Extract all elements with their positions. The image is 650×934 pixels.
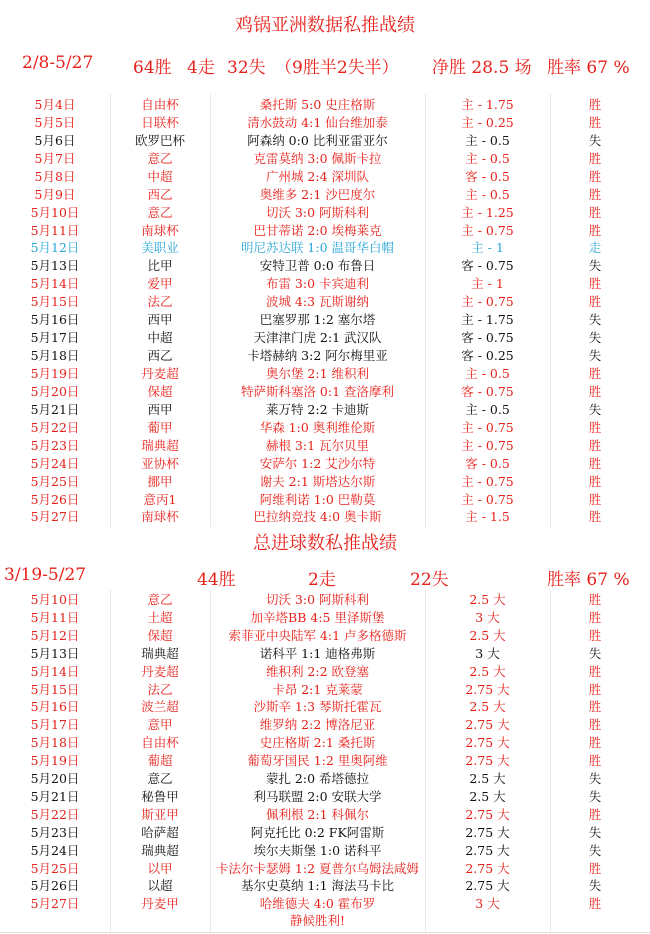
league-cell: 南球杯	[141, 509, 179, 525]
league-cell: 意乙	[147, 771, 173, 786]
date-cell: 5月21日	[30, 401, 80, 417]
result-cell: 胜	[588, 276, 602, 292]
date-cell: 5月27日	[30, 509, 80, 525]
match-cell: 维积利 2:2 欧登塞	[265, 663, 370, 679]
result-cell: 失	[588, 312, 602, 328]
table-row	[0, 239, 650, 257]
league-cell: 亚协杯	[141, 455, 179, 471]
line-cell: 主 - 0.5	[465, 401, 510, 417]
match-cell: 阿森纳 0:0 比利亚雷亚尔	[247, 132, 388, 148]
match-cell: 切沃 3:0 阿斯科利	[265, 204, 370, 220]
line-cell: 主 - 0.75	[461, 437, 514, 453]
league-cell: 秘鲁甲	[141, 788, 179, 804]
table-row	[0, 609, 650, 627]
result-cell: 胜	[588, 204, 602, 220]
match-cell: 巴甘蒂诺 2:0 埃梅莱克	[253, 222, 382, 238]
result-cell: 胜	[588, 592, 602, 607]
match-cell: 卡昂 2:1 克莱蒙	[272, 681, 363, 697]
line-cell: 2.75 大	[465, 860, 510, 876]
date-cell: 5月25日	[30, 473, 80, 489]
net-wins: 净胜 28.5 场	[432, 58, 532, 78]
match-cell: 加辛塔BB 4:5 里泽斯堡	[250, 609, 385, 625]
line-cell: 主 - 1.25	[461, 204, 514, 220]
line-cell: 主 - 1	[471, 276, 504, 292]
date-cell: 5月4日	[34, 97, 76, 112]
date-cell: 5月14日	[30, 276, 80, 292]
league-cell: 丹麦超	[141, 663, 179, 679]
table-row	[0, 698, 650, 716]
table-row	[0, 257, 650, 275]
result-cell: 胜	[588, 419, 602, 435]
result-cell: 胜	[588, 186, 602, 202]
line-cell: 主 - 0.75	[461, 491, 514, 507]
date-cell: 5月13日	[30, 258, 80, 274]
match-cell: 哈维德夫 4:0 霍布罗	[259, 896, 376, 912]
table-row	[0, 150, 650, 168]
result-cell: 失	[588, 348, 602, 363]
line-cell: 主 - 0.75	[461, 419, 514, 435]
date-cell: 5月6日	[34, 132, 76, 148]
result-cell: 失	[588, 788, 602, 804]
table-row	[0, 770, 650, 788]
league-cell: 葡超	[147, 753, 173, 769]
league-cell: 美职业	[141, 240, 179, 256]
result-cell: 胜	[588, 681, 602, 697]
match-cell: 阿克托比 0:2 FK阿雷斯	[250, 824, 385, 840]
league-cell: 意乙	[147, 150, 173, 166]
table-row	[0, 734, 650, 752]
result-cell: 胜	[588, 150, 602, 166]
line-cell: 2.75 大	[465, 824, 510, 840]
line-cell: 2.75 大	[465, 842, 510, 858]
date-cell: 5月25日	[30, 860, 80, 876]
match-cell: 利马联盟 2:0 安联大学	[253, 788, 382, 804]
league-cell: 以超	[147, 878, 173, 894]
table-row	[0, 168, 650, 186]
table-row	[0, 186, 650, 204]
date-cell: 5月19日	[30, 365, 80, 381]
line-cell: 2.75 大	[465, 753, 510, 769]
date-cell: 5月7日	[34, 150, 76, 166]
date-cell: 5月26日	[30, 878, 80, 894]
match-cell: 赫根 3:1 瓦尔贝里	[265, 437, 370, 453]
date-cell: 5月16日	[30, 312, 80, 328]
table-row	[0, 752, 650, 770]
line-cell: 主 - 0.75	[461, 473, 514, 489]
date-cell: 5月12日	[30, 627, 80, 643]
date-cell: 5月12日	[30, 240, 80, 256]
date-cell: 5月26日	[30, 491, 80, 507]
line-cell: 3 大	[475, 645, 500, 661]
match-cell: 蒙扎 2:0 希塔德拉	[265, 771, 370, 786]
league-cell: 西甲	[147, 312, 173, 328]
match-cell: 葡萄牙国民 1:2 里奥阿维	[247, 753, 388, 769]
result-cell: 胜	[588, 609, 602, 625]
table-row	[0, 806, 650, 824]
table-row	[0, 347, 650, 365]
table-row	[0, 645, 650, 663]
league-cell: 中超	[147, 330, 173, 346]
table-row	[0, 591, 650, 609]
line-cell: 客 - 0.75	[461, 330, 514, 346]
league-cell: 保超	[147, 383, 173, 399]
line-cell: 2.5 大	[469, 771, 506, 786]
date-cell: 5月21日	[30, 788, 80, 804]
table-row	[0, 383, 650, 401]
line-cell: 2.75 大	[465, 806, 510, 822]
match-cell: 巴拉纳竞技 4:0 奥卡斯	[253, 509, 382, 525]
league-cell: 意甲	[147, 717, 173, 733]
date-cell: 5月15日	[30, 294, 80, 310]
wins: 64胜	[133, 58, 172, 78]
date-cell: 5月24日	[30, 455, 80, 471]
result-cell: 失	[588, 645, 602, 661]
date-cell: 5月20日	[30, 383, 80, 399]
match-cell: 维罗纳 2:2 博洛尼亚	[259, 717, 376, 733]
league-cell: 丹麦超	[141, 365, 179, 381]
line-cell: 2.75 大	[465, 681, 510, 697]
table-row	[0, 716, 650, 734]
league-cell: 法乙	[147, 681, 173, 697]
league-cell: 波兰超	[141, 699, 179, 715]
table-row	[0, 311, 650, 329]
league-cell: 西乙	[147, 348, 173, 363]
table-row	[0, 842, 650, 860]
result-cell: 胜	[588, 473, 602, 489]
line-cell: 客 - 0.75	[461, 383, 514, 399]
losses: 22失	[410, 570, 449, 590]
half-record: （9胜半2失半）	[275, 58, 399, 78]
date-cell: 5月10日	[30, 592, 80, 607]
date-cell: 5月11日	[30, 222, 80, 238]
section2-title: 总进球数私推战绩	[253, 533, 397, 554]
table-row	[0, 329, 650, 347]
table-row	[0, 275, 650, 293]
table-row	[0, 473, 650, 491]
result-cell: 胜	[588, 663, 602, 679]
result-cell: 胜	[588, 860, 602, 876]
draws: 4走	[187, 58, 215, 78]
line-cell: 客 - 0.75	[461, 258, 514, 274]
line-cell: 2.75 大	[465, 717, 510, 733]
date-cell: 5月17日	[30, 330, 80, 346]
date-cell: 5月5日	[34, 114, 76, 130]
league-cell: 以甲	[147, 860, 173, 876]
date-cell: 5月24日	[30, 842, 80, 858]
table-row	[0, 824, 650, 842]
league-cell: 瑞典超	[141, 645, 179, 661]
result-cell: 胜	[588, 509, 602, 525]
result-cell: 胜	[588, 753, 602, 769]
date-cell: 5月17日	[30, 717, 80, 733]
date-cell: 5月18日	[30, 735, 80, 751]
match-cell: 明尼苏达联 1:0 温哥华白帽	[240, 240, 395, 256]
result-cell: 失	[588, 401, 602, 417]
match-cell: 清水鼓动 4:1 仙台维加泰	[247, 114, 388, 130]
line-cell: 主 - 0.5	[465, 186, 510, 202]
win-rate: 胜率 67 %	[547, 570, 630, 590]
line-cell: 客 - 0.25	[461, 348, 514, 363]
line-cell: 主 - 0.25	[461, 114, 514, 130]
table-row	[0, 681, 650, 699]
result-cell: 胜	[588, 735, 602, 751]
line-cell: 客 - 0.5	[465, 455, 510, 471]
date-cell: 5月20日	[30, 771, 80, 786]
line-cell: 2.5 大	[469, 699, 506, 715]
match-cell: 佩利根 2:1 科佩尔	[265, 806, 370, 822]
result-cell: 失	[588, 842, 602, 858]
result-cell: 胜	[588, 455, 602, 471]
line-cell: 2.5 大	[469, 788, 506, 804]
league-cell: 意乙	[147, 592, 173, 607]
date-cell: 5月23日	[30, 824, 80, 840]
date-cell: 5月16日	[30, 699, 80, 715]
league-cell: 哈萨超	[141, 824, 179, 840]
line-cell: 主 - 0.75	[461, 294, 514, 310]
line-cell: 主 - 1	[471, 240, 504, 256]
line-cell: 主 - 0.5	[465, 132, 510, 148]
match-cell: 埃尔夫斯堡 1:0 诺科平	[253, 842, 382, 858]
line-cell: 主 - 1.75	[461, 97, 514, 112]
table-row	[0, 222, 650, 240]
table-row	[0, 365, 650, 383]
line-cell: 主 - 0.75	[461, 222, 514, 238]
table-row	[0, 895, 650, 913]
league-cell: 日联杯	[141, 114, 179, 130]
date-cell: 5月23日	[30, 437, 80, 453]
league-cell: 瑞典超	[141, 437, 179, 453]
divider	[0, 932, 650, 933]
line-cell: 客 - 0.5	[465, 168, 510, 184]
table-row	[0, 663, 650, 681]
result-cell: 胜	[588, 97, 602, 112]
league-cell: 中超	[147, 168, 173, 184]
period: 2/8-5/27	[22, 53, 94, 73]
league-cell: 葡甲	[147, 419, 173, 435]
match-cell: 特萨斯科塞洛 0:1 查洛摩利	[240, 383, 395, 399]
result-cell: 失	[588, 132, 602, 148]
date-cell: 5月15日	[30, 681, 80, 697]
match-cell: 史庄格斯 2:1 桑托斯	[259, 735, 376, 751]
league-cell: 比甲	[147, 258, 173, 274]
result-cell: 失	[588, 258, 602, 274]
table-row	[0, 96, 650, 114]
result-cell: 胜	[588, 896, 602, 912]
table-row	[0, 627, 650, 645]
date-cell: 5月14日	[30, 663, 80, 679]
line-cell: 3 大	[475, 609, 500, 625]
league-cell: 自由杯	[141, 735, 179, 751]
result-cell: 失	[588, 824, 602, 840]
result-cell: 失	[588, 771, 602, 786]
match-cell: 莱万特 2:2 卡迪斯	[265, 401, 370, 417]
footer-row	[0, 912, 650, 930]
date-cell: 5月27日	[30, 896, 80, 912]
league-cell: 瑞典超	[141, 842, 179, 858]
result-cell: 走	[588, 240, 602, 256]
line-cell: 2.75 大	[465, 735, 510, 751]
result-cell: 胜	[588, 491, 602, 507]
period: 3/19-5/27	[4, 565, 87, 585]
result-cell: 失	[588, 330, 602, 346]
league-cell: 保超	[147, 627, 173, 643]
result-cell: 胜	[588, 294, 602, 310]
league-cell: 自由杯	[141, 97, 179, 112]
league-cell: 西乙	[147, 186, 173, 202]
table-row	[0, 508, 650, 526]
line-cell: 主 - 1.5	[465, 509, 510, 525]
match-cell: 卡法尔卡瑟姆 1:2 夏普尔乌姆法咸姆	[215, 860, 420, 876]
result-cell: 胜	[588, 627, 602, 643]
wins: 44胜	[197, 570, 236, 590]
line-cell: 2.5 大	[469, 592, 506, 607]
date-cell: 5月13日	[30, 645, 80, 661]
date-cell: 5月11日	[30, 609, 80, 625]
table-row	[0, 204, 650, 222]
result-cell: 胜	[588, 717, 602, 733]
result-cell: 胜	[588, 365, 602, 381]
result-cell: 胜	[588, 806, 602, 822]
match-cell: 桑托斯 5:0 史庄格斯	[259, 97, 376, 112]
result-cell: 失	[588, 878, 602, 894]
line-cell: 主 - 0.5	[465, 150, 510, 166]
line-cell: 3 大	[475, 896, 500, 912]
table-row	[0, 419, 650, 437]
match-cell: 基尔史莫纳 1:1 海法马卡比	[240, 878, 395, 894]
league-cell: 西甲	[147, 401, 173, 417]
date-cell: 5月10日	[30, 204, 80, 220]
table-row	[0, 860, 650, 878]
match-cell: 华森 1:0 奥利维伦斯	[259, 419, 376, 435]
match-cell: 广州城 2:4 深圳队	[265, 168, 370, 184]
table-row	[0, 401, 650, 419]
table-row	[0, 491, 650, 509]
table-row	[0, 114, 650, 132]
date-cell: 5月9日	[34, 186, 76, 202]
section1-summary	[0, 49, 650, 79]
league-cell: 意乙	[147, 204, 173, 220]
result-cell: 胜	[588, 114, 602, 130]
line-cell: 2.5 大	[469, 663, 506, 679]
date-cell: 5月8日	[34, 168, 76, 184]
line-cell: 主 - 1.75	[461, 312, 514, 328]
result-cell: 胜	[588, 168, 602, 184]
match-cell: 索菲亚中央陆军 4:1 卢多格德斯	[228, 627, 407, 643]
table-row	[0, 293, 650, 311]
section2-summary	[0, 561, 650, 591]
match-cell: 阿维利诺 1:0 巴勒莫	[259, 491, 376, 507]
result-cell: 胜	[588, 222, 602, 238]
draws: 2走	[308, 570, 336, 590]
win-rate: 胜率 67 %	[547, 58, 630, 78]
league-cell: 挪甲	[147, 473, 173, 489]
match-cell: 克雷莫纳 3:0 佩斯卡拉	[253, 150, 382, 166]
table-row	[0, 437, 650, 455]
match-cell: 奥尔堡 2:1 维积利	[265, 365, 370, 381]
match-cell: 安萨尔 1:2 艾沙尔特	[259, 455, 376, 471]
line-cell: 2.5 大	[469, 627, 506, 643]
match-cell: 切沃 3:0 阿斯科利	[265, 592, 370, 607]
line-cell: 2.75 大	[465, 878, 510, 894]
table-row	[0, 788, 650, 806]
match-cell: 巴塞罗那 1:2 塞尔塔	[259, 312, 376, 328]
match-cell: 卡塔赫纳 3:2 阿尔梅里亚	[247, 348, 388, 363]
result-cell: 胜	[588, 699, 602, 715]
league-cell: 丹麦甲	[141, 896, 179, 912]
match-cell: 安特卫普 0:0 布鲁日	[259, 258, 376, 274]
result-cell: 胜	[588, 437, 602, 453]
league-cell: 法乙	[147, 294, 173, 310]
league-cell: 爱甲	[147, 276, 173, 292]
result-cell: 胜	[588, 383, 602, 399]
match-cell: 奥维多 2:1 沙巴度尔	[259, 186, 376, 202]
date-cell: 5月22日	[30, 806, 80, 822]
match-cell: 布雷 3:0 卡宾迪利	[265, 276, 370, 292]
line-cell: 主 - 0.5	[465, 365, 510, 381]
match-cell: 沙斯辛 1:3 琴斯托霍瓦	[253, 699, 382, 715]
match-cell: 诺科平 1:1 迪格弗斯	[259, 645, 376, 661]
league-cell: 土超	[147, 609, 173, 625]
match-cell: 天津津门虎 2:1 武汉队	[253, 330, 382, 346]
table-row	[0, 132, 650, 150]
table-row	[0, 877, 650, 895]
league-cell: 欧罗巴杯	[134, 132, 185, 148]
league-cell: 斯亚甲	[141, 806, 179, 822]
league-cell: 意丙1	[143, 491, 177, 507]
footer-text: 静候胜利!	[289, 913, 346, 928]
table-row	[0, 455, 650, 473]
date-cell: 5月19日	[30, 753, 80, 769]
match-cell: 波城 4:3 瓦斯谢纳	[265, 294, 370, 310]
date-cell: 5月22日	[30, 419, 80, 435]
league-cell: 南球杯	[141, 222, 179, 238]
match-cell: 谢夫 2:1 斯塔达尔斯	[259, 473, 376, 489]
date-cell: 5月18日	[30, 348, 80, 363]
section1-title: 鸡锅亚洲数据私推战绩	[235, 15, 415, 36]
losses: 32失	[227, 58, 266, 78]
